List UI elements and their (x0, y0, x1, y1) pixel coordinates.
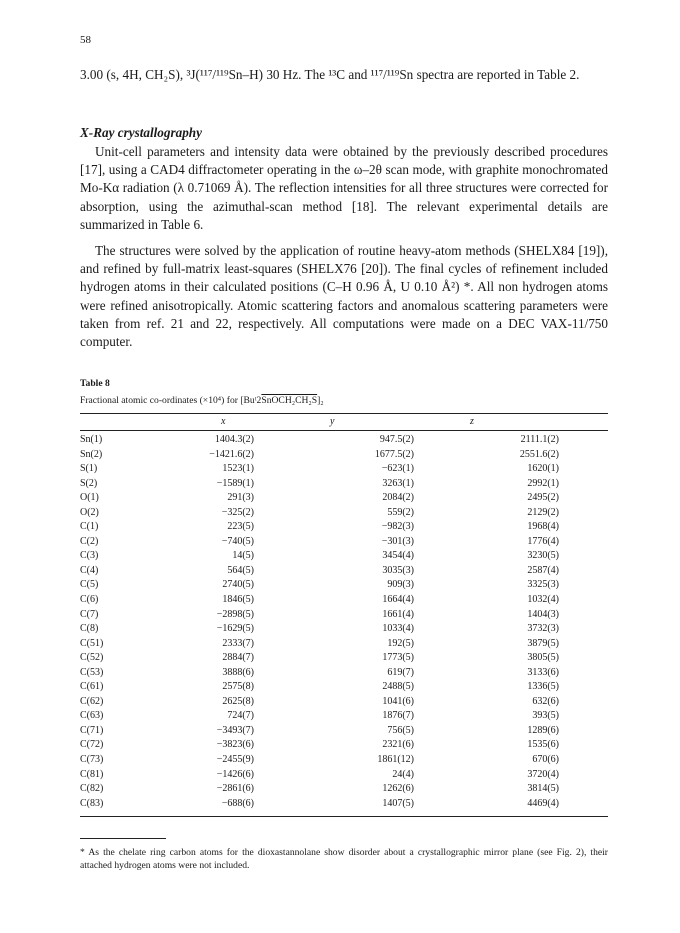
table-row (80, 680, 608, 695)
table-row (80, 462, 608, 477)
cell-y: 2321(6) (382, 739, 414, 751)
cell-y: 619(7) (387, 666, 414, 678)
cell-spacer (559, 666, 608, 681)
table-row (80, 549, 608, 564)
cell-z: 2129(2) (527, 506, 559, 518)
column-header-z: z (470, 416, 474, 427)
table-caption (80, 395, 324, 406)
cell-spacer (559, 709, 608, 724)
cell-x: −2455(9) (216, 754, 254, 766)
table-row (80, 491, 608, 506)
cell-atom: C(2) (80, 535, 99, 547)
table-row (80, 768, 608, 783)
cell-z: 3720(4) (527, 768, 559, 780)
table-row (80, 608, 608, 623)
cell-x: 3888(6) (222, 666, 254, 678)
cell-atom: S(1) (80, 463, 98, 475)
cell-spacer (559, 564, 608, 579)
cell-z: 3732(3) (527, 623, 559, 635)
cell-x: −3823(6) (216, 739, 254, 751)
cell-atom: C(73) (80, 754, 104, 766)
table-top-rule (80, 413, 608, 414)
cell-atom: C(51) (80, 637, 104, 649)
table-row (80, 593, 608, 608)
cell-y: 192(5) (387, 637, 414, 649)
cell-z: 2992(1) (527, 477, 559, 489)
cell-y: 756(5) (387, 724, 414, 736)
table-row (80, 564, 608, 579)
table-row (80, 782, 608, 797)
cell-y: 3263(1) (382, 477, 414, 489)
cell-atom: C(61) (80, 681, 104, 693)
cell-spacer (559, 433, 608, 448)
page-number: 58 (80, 34, 91, 46)
cell-atom: C(1) (80, 521, 99, 533)
table-row (80, 724, 608, 739)
cell-y: 2084(2) (382, 492, 414, 504)
cell-y: 1773(5) (382, 652, 414, 664)
cell-y: 2488(5) (382, 681, 414, 693)
cell-x: 2884(7) (222, 652, 254, 664)
table-row (80, 477, 608, 492)
cell-z: 393(5) (532, 710, 559, 722)
cell-spacer (559, 622, 608, 637)
cell-x: 2333(7) (222, 637, 254, 649)
cell-y: −301(3) (381, 535, 414, 547)
cell-atom: C(62) (80, 695, 104, 707)
column-header-y: y (330, 416, 335, 427)
cell-atom: C(83) (80, 797, 104, 809)
cell-z: 632(6) (532, 695, 559, 707)
table-row (80, 535, 608, 550)
cell-spacer (559, 477, 608, 492)
cell-z: 4469(4) (527, 797, 559, 809)
cell-spacer (559, 651, 608, 666)
cell-spacer (559, 535, 608, 550)
cell-y: −982(3) (381, 521, 414, 533)
cell-z: 3230(5) (527, 550, 559, 562)
cell-atom: C(4) (80, 564, 99, 576)
cell-x: 564(5) (227, 564, 254, 576)
cell-z: 1776(4) (527, 535, 559, 547)
cell-y: 1876(7) (382, 710, 414, 722)
table-row (80, 738, 608, 753)
table-caption-suffix: ]₂ (317, 395, 324, 406)
table-row (80, 753, 608, 768)
cell-z: 3325(3) (527, 579, 559, 591)
cell-spacer (559, 797, 608, 812)
cell-spacer (559, 608, 608, 623)
cell-x: 2740(5) (222, 579, 254, 591)
cell-spacer (559, 695, 608, 710)
cell-y: 559(2) (387, 506, 414, 518)
cell-spacer (559, 462, 608, 477)
cell-atom: C(52) (80, 652, 104, 664)
cell-z: 1032(4) (527, 594, 559, 606)
cell-atom: C(63) (80, 710, 104, 722)
table-row (80, 433, 608, 448)
cell-z: 2495(2) (527, 492, 559, 504)
cell-x: 14(5) (232, 550, 254, 562)
cell-z: 2551.6(2) (519, 448, 559, 460)
cell-atom: Sn(1) (80, 434, 103, 445)
cell-z: 1620(1) (527, 463, 559, 475)
section-heading: X-Ray crystallography (80, 125, 202, 140)
cell-x: −2861(6) (216, 783, 254, 795)
table-row (80, 695, 608, 710)
table-row (80, 651, 608, 666)
table-row (80, 506, 608, 521)
intro-paragraph: 3.00 (s, 4H, CH₂S), ³J(¹¹⁷/¹¹⁹Sn–H) 30 Hz. The ¹³C and ¹¹⁷/¹¹⁹Sn spectra are reported in Table 2. (80, 67, 580, 82)
cell-y: 1677.5(2) (374, 448, 414, 460)
cell-x: 724(7) (227, 710, 254, 722)
cell-atom: O(1) (80, 492, 99, 504)
cell-spacer (559, 680, 608, 695)
cell-x: −325(2) (221, 506, 254, 518)
cell-y: 3454(4) (382, 550, 414, 562)
coordinates-table (80, 433, 608, 811)
cell-y: 1262(6) (382, 783, 414, 795)
cell-z: 670(6) (532, 754, 559, 766)
cell-y: 24(4) (392, 768, 414, 780)
column-header-x: x (221, 416, 226, 427)
cell-x: −2898(5) (216, 608, 254, 620)
cell-spacer (559, 738, 608, 753)
table-header-rule (80, 430, 608, 431)
table-row (80, 637, 608, 652)
cell-z: 1968(4) (527, 521, 559, 533)
cell-x: 291(3) (227, 492, 254, 504)
cell-spacer (559, 491, 608, 506)
cell-spacer (559, 753, 608, 768)
cell-spacer (559, 506, 608, 521)
cell-atom: C(82) (80, 783, 104, 795)
cell-atom: C(81) (80, 768, 104, 780)
table-row (80, 797, 608, 812)
cell-z: 2111.1(2) (520, 434, 559, 445)
cell-atom: C(6) (80, 594, 99, 606)
cell-atom: O(2) (80, 506, 99, 518)
cell-atom: C(3) (80, 550, 99, 562)
xray-paragraph-2: The structures were solved by the application of routine heavy-atom methods (SHELX84 [19]), and refined by full-matrix least-squares (SHELX76 [20]). The final cycles of refinement included hydrogen atoms in their calculated positions (C–H 0.96 Å, U 0.10 Å²) *. All non hydrogen atoms were refined anisotropically. Atomic scattering factors and anomalous scattering parameters were taken from ref. 21 and 22, respectively. All computations were made on a DEC VAX-11/750 computer. (80, 243, 608, 350)
cell-x: −1589(1) (216, 477, 254, 489)
cell-atom: C(7) (80, 608, 99, 620)
cell-y: −623(1) (381, 463, 414, 475)
cell-z: 3805(5) (527, 652, 559, 664)
cell-spacer (559, 578, 608, 593)
cell-spacer (559, 448, 608, 463)
cell-spacer (559, 637, 608, 652)
cell-spacer (559, 593, 608, 608)
cell-z: 3133(6) (527, 666, 559, 678)
cell-z: 1289(6) (527, 724, 559, 736)
cell-atom: Sn(2) (80, 448, 103, 460)
cell-spacer (559, 768, 608, 783)
table-row (80, 578, 608, 593)
cell-atom: S(2) (80, 477, 98, 489)
footnote-rule (80, 838, 166, 839)
cell-z: 3879(5) (527, 637, 559, 649)
cell-y: 1664(4) (382, 594, 414, 606)
cell-z: 2587(4) (527, 564, 559, 576)
cell-y: 1861(12) (377, 754, 414, 766)
cell-spacer (559, 782, 608, 797)
cell-z: 3814(5) (527, 783, 559, 795)
table-row (80, 666, 608, 681)
cell-z: 1535(6) (527, 739, 559, 751)
cell-spacer (559, 520, 608, 535)
cell-x: 2625(8) (222, 695, 254, 707)
table-row (80, 622, 608, 637)
cell-x: −740(5) (221, 535, 254, 547)
cell-atom: C(53) (80, 666, 104, 678)
cell-atom: C(8) (80, 623, 99, 635)
cell-x: −3493(7) (216, 724, 254, 736)
cell-spacer (559, 549, 608, 564)
cell-x: −1426(6) (216, 768, 254, 780)
cell-x: 1523(1) (222, 463, 254, 475)
cell-y: 909(3) (387, 579, 414, 591)
cell-atom: C(5) (80, 579, 99, 591)
cell-y: 1407(5) (382, 797, 414, 809)
cell-x: −1421.6(2) (209, 448, 254, 460)
table-caption-prefix: Fractional atomic co-ordinates (×10⁴) for [Buᵗ2 (80, 395, 262, 406)
cell-atom: C(71) (80, 724, 104, 736)
xray-paragraph-1: Unit-cell parameters and intensity data were obtained by the previously described procedures [17], using a CAD4 diffractometer operating in the ω–2θ scan mode, with graphite monochromated Mo-Kα radiation (λ 0.71069 Å). The reflection intensities for all three structures were corrected for absorption, using the azimuthal-scan method [18]. The relevant experimental details are summarized in Table 6. (80, 144, 608, 232)
cell-y: 1033(4) (382, 623, 414, 635)
cell-y: 1661(4) (382, 608, 414, 620)
cell-y: 947.5(2) (379, 434, 414, 445)
cell-atom: C(72) (80, 739, 104, 751)
table-row (80, 448, 608, 463)
cell-x: 1404.3(2) (214, 434, 254, 445)
cell-y: 1041(6) (382, 695, 414, 707)
table-bottom-rule (80, 816, 608, 817)
coordinates-table-body (80, 433, 608, 811)
cell-x: −688(6) (221, 797, 254, 809)
cell-z: 1404(3) (527, 608, 559, 620)
cell-spacer (559, 724, 608, 739)
cell-z: 1336(5) (527, 681, 559, 693)
cell-y: 3035(3) (382, 564, 414, 576)
cell-x: 223(5) (227, 521, 254, 533)
cell-x: 1846(5) (222, 594, 254, 606)
table-row (80, 520, 608, 535)
cell-x: −1629(5) (216, 623, 254, 635)
cell-x: 2575(8) (222, 681, 254, 693)
footnote: * As the chelate ring carbon atoms for the dioxastannolane show disorder about a crystallographic mirror plane (see Fig. 2), their attached hydrogen atoms were not included. (80, 847, 608, 871)
table-label: Table 8 (80, 378, 110, 389)
table-caption-ring: SnOCH₂CH₂S (261, 395, 318, 406)
table-row (80, 709, 608, 724)
